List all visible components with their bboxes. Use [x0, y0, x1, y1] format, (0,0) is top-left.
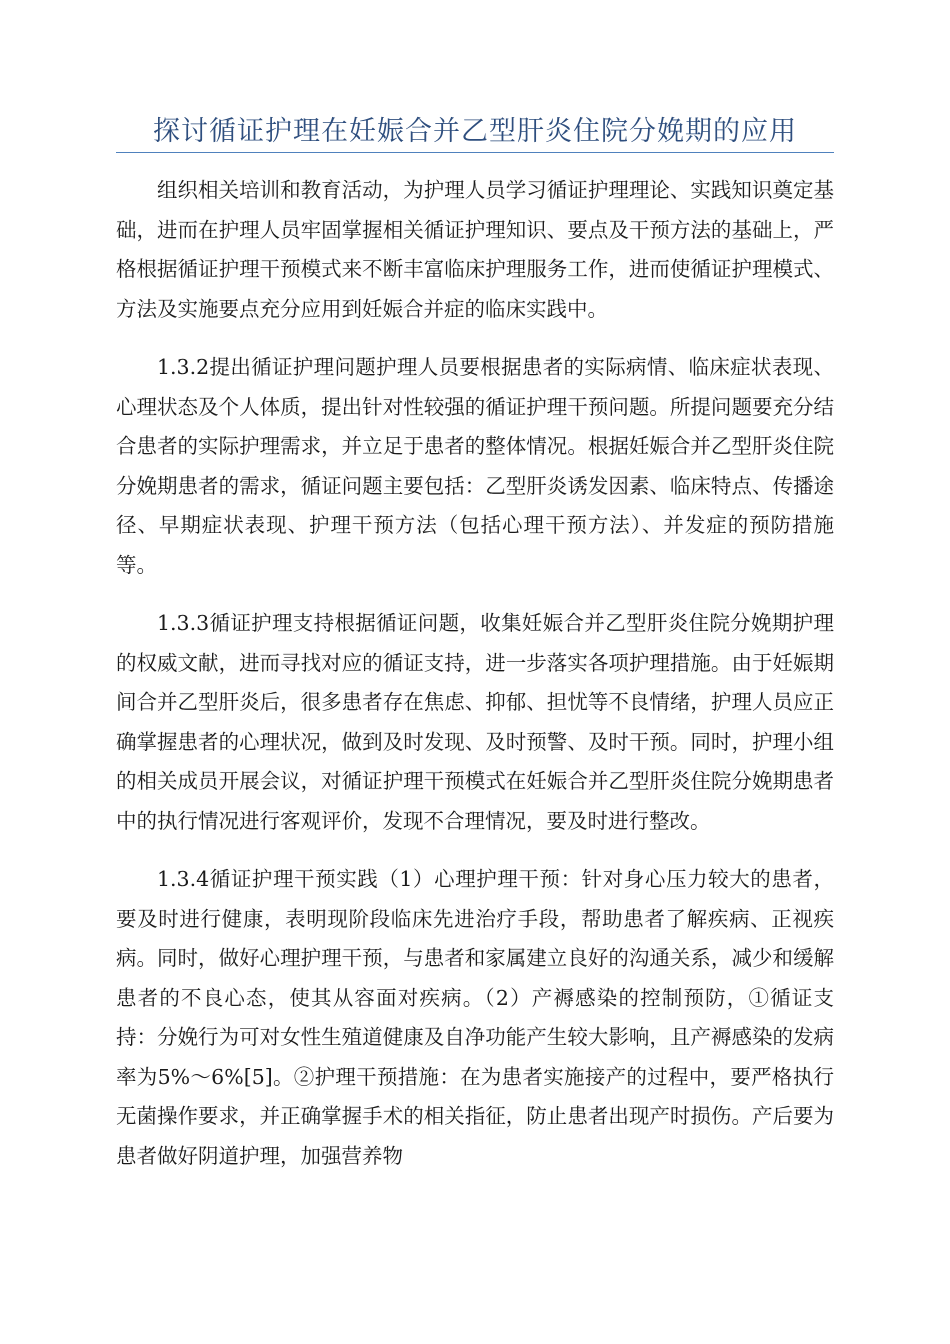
paragraph-1-3-2: 1.3.2提出循证护理问题护理人员要根据患者的实际病情、临床症状表现、心理状态及个人体质，提出针对性较强的循证护理干预问题。所提问题要充分结合患者的实际护理需求，并立足于患者的整体情况。根据妊娠合并乙型肝炎住院分娩期患者的需求，循证问题主要包括：乙型肝炎诱发因素、临床特点、传播途径、早期症状表现、护理干预方法（包括心理干预方法）、并发症的预防措施等。 — [116, 355, 834, 577]
paragraph-1-3-4: 1.3.4循证护理干预实践（1）心理护理干预：针对身心压力较大的患者，要及时进行健康，表明现阶段临床先进治疗手段，帮助患者了解疾病、正视疾病。同时，做好心理护理干预，与患者和家属建立良好的沟通关系，减少和缓解患者的不良心态，使其从容面对疾病。（2）产褥感染的控制预防，①循证支持：分娩行为可对女性生殖道健康及自净功能产生较大影响，且产褥感染的发病率为5%～6%[5]。②护理干预措施：在为患者实施接产的过程中，要严格执行无菌操作要求，并正确掌握手术的相关指征，防止患者出现产时损伤。产后要为患者做好阴道护理，加强营养物 — [116, 867, 834, 1168]
document-body — [116, 171, 834, 1195]
title-block — [116, 112, 834, 153]
document-title: 探讨循证护理在妊娠合并乙型肝炎住院分娩期的应用 — [153, 116, 797, 147]
title-underline — [116, 152, 834, 153]
paragraph-intro: 组织相关培训和教育活动，为护理人员学习循证护理理论、实践知识奠定基础，进而在护理人员牢固掌握相关循证护理知识、要点及干预方法的基础上，严格根据循证护理干预模式来不断丰富临床护理服务工作，进而使循证护理模式、方法及实施要点充分应用到妊娠合并症的临床实践中。 — [116, 178, 834, 321]
paragraph-1-3-3: 1.3.3循证护理支持根据循证问题，收集妊娠合并乙型肝炎住院分娩期护理的权威文献，进而寻找对应的循证支持，进一步落实各项护理措施。由于妊娠期间合并乙型肝炎后，很多患者存在焦虑、抑郁、担忧等不良情绪，护理人员应正确掌握患者的心理状况，做到及时发现、及时预警、及时干预。同时，护理小组的相关成员开展会议，对循证护理干预模式在妊娠合并乙型肝炎住院分娩期患者中的执行情况进行客观评价，发现不合理情况，要及时进行整改。 — [116, 611, 834, 833]
